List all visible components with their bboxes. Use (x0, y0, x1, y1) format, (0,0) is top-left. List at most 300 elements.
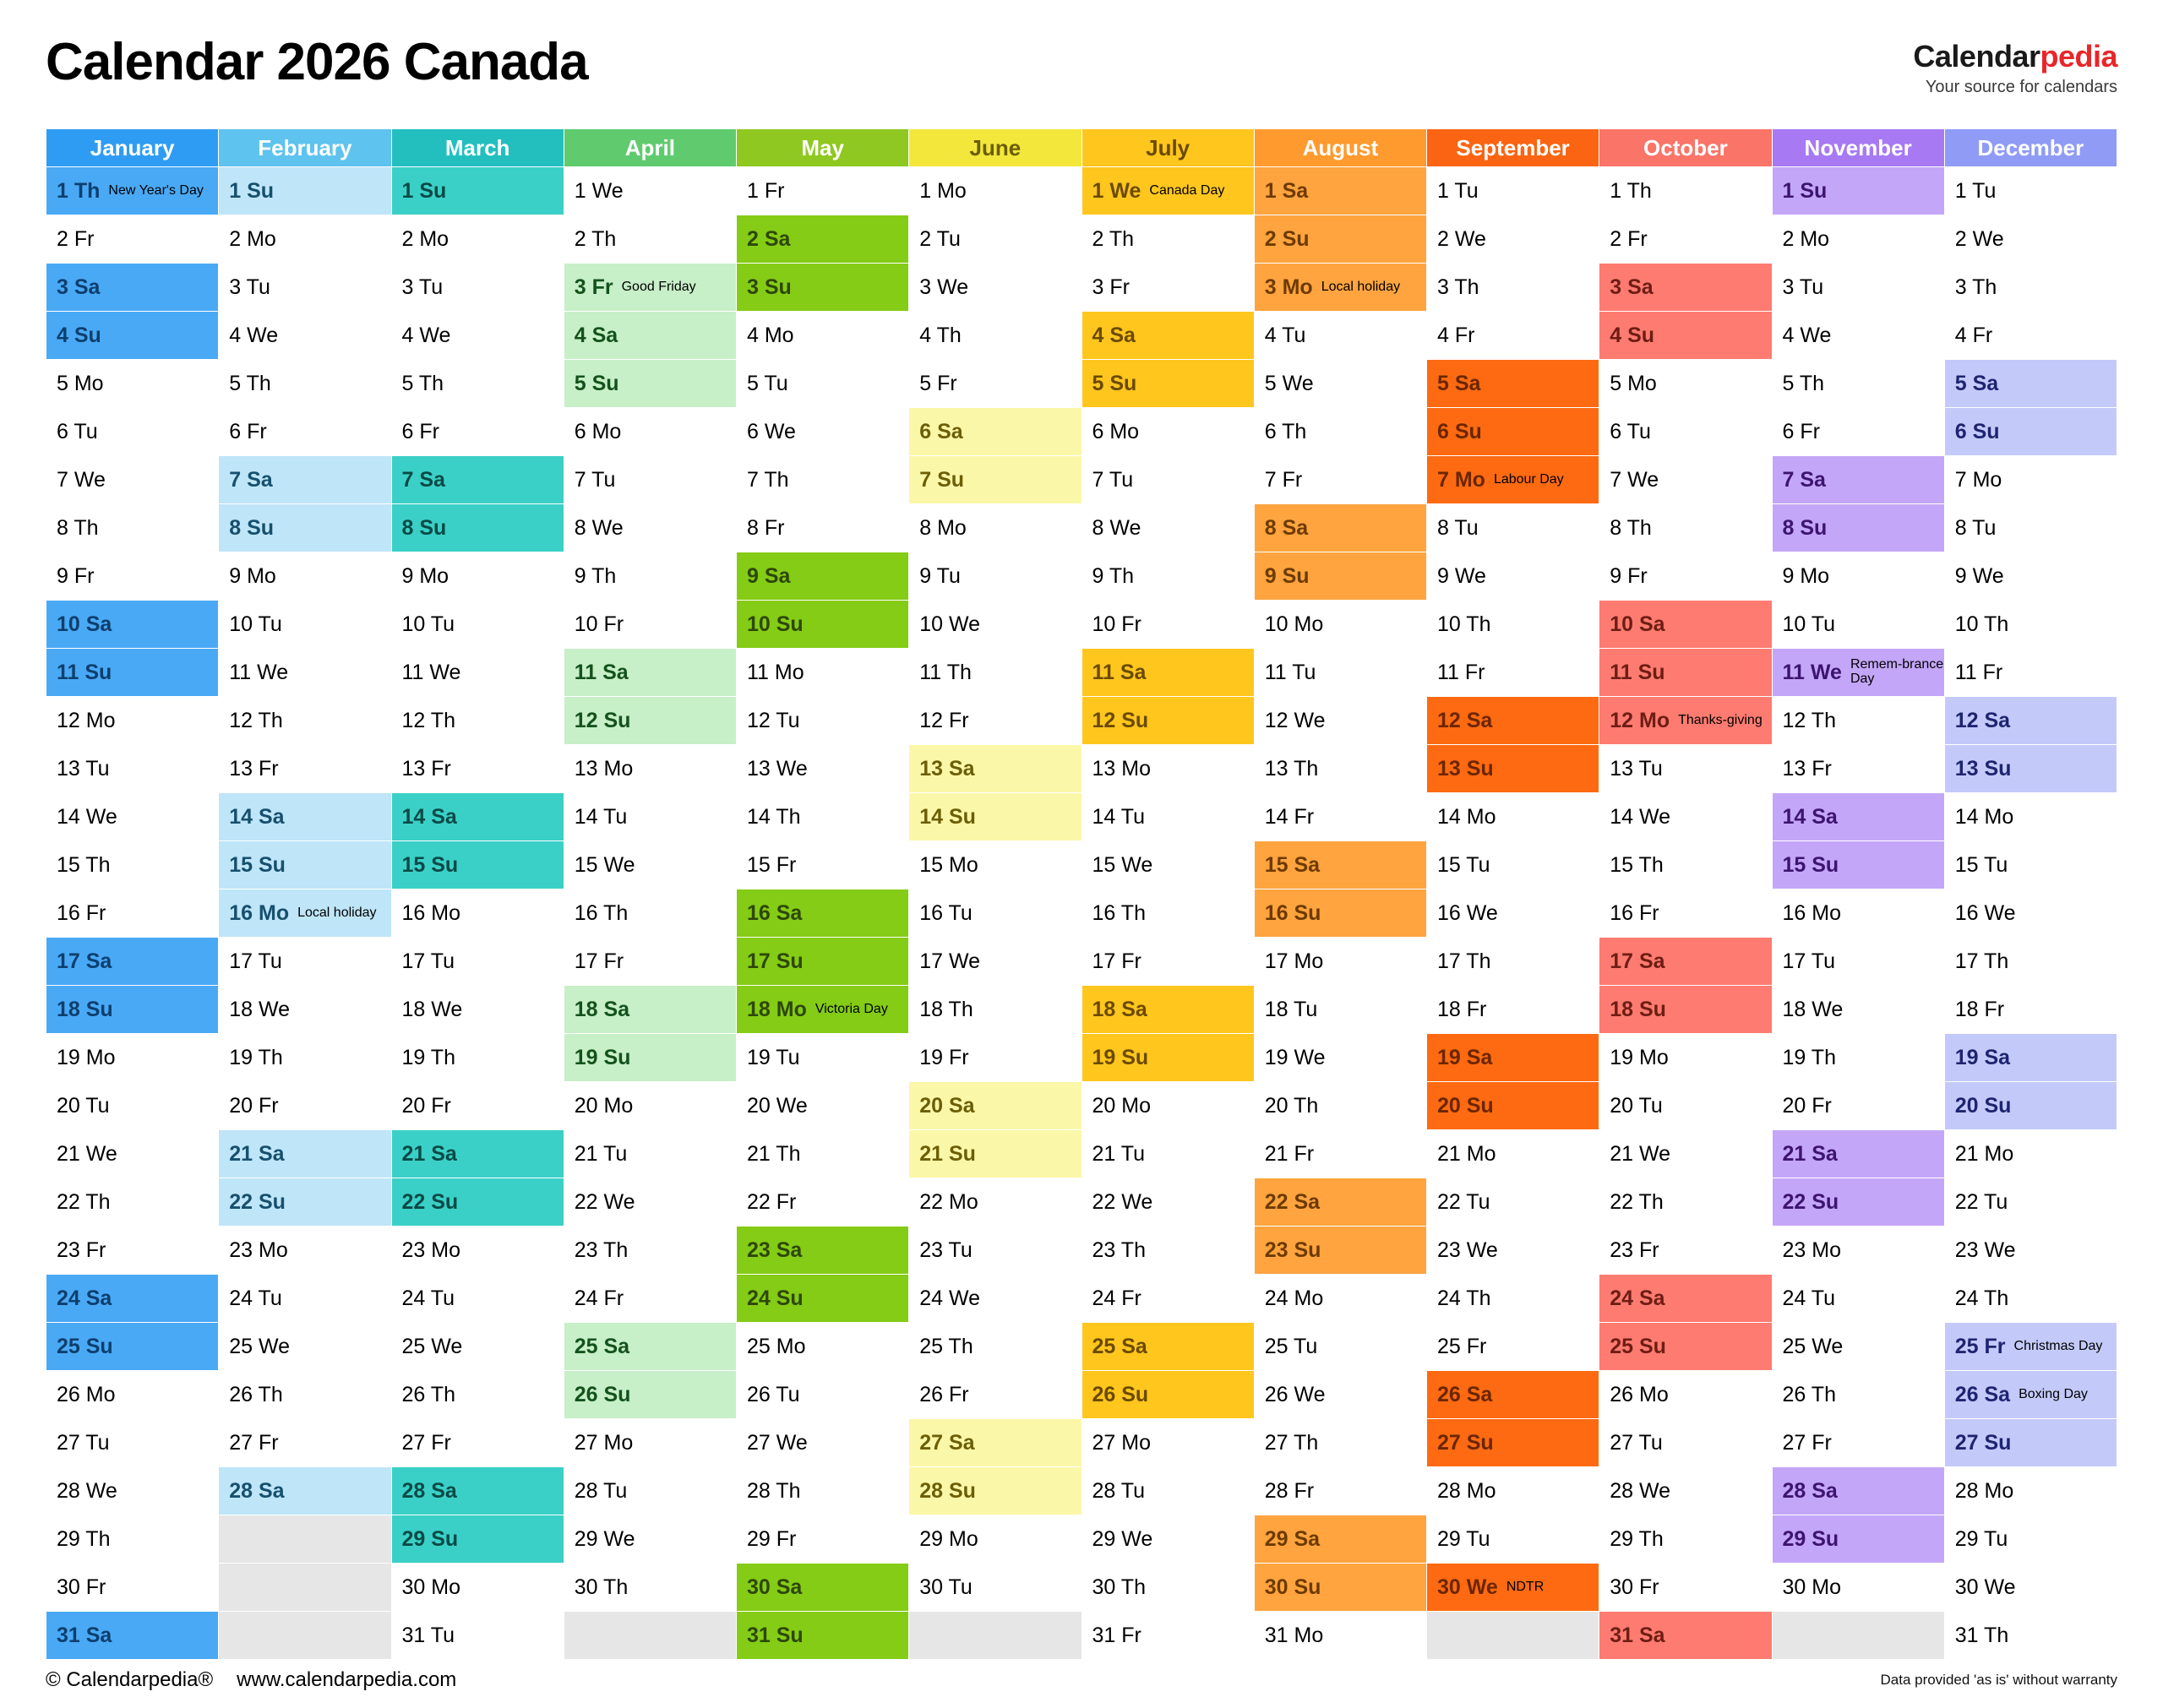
day-cell[interactable] (1254, 1564, 1426, 1612)
day-cell[interactable] (219, 649, 391, 697)
day-cell[interactable] (1082, 1082, 1254, 1130)
day-cell[interactable] (909, 360, 1082, 408)
day-cell[interactable] (391, 1323, 564, 1371)
day-cell[interactable] (391, 938, 564, 986)
day-cell[interactable] (564, 1082, 736, 1130)
day-cell[interactable] (1082, 745, 1254, 793)
day-cell[interactable] (737, 1227, 909, 1275)
day-cell[interactable] (391, 1275, 564, 1323)
day-cell[interactable] (1772, 1034, 1944, 1082)
day-cell[interactable] (564, 1515, 736, 1564)
day-cell[interactable] (1772, 1419, 1944, 1467)
day-cell[interactable] (909, 1275, 1082, 1323)
day-cell[interactable] (1427, 1034, 1599, 1082)
day-cell[interactable] (219, 1034, 391, 1082)
day-cell[interactable] (1427, 1564, 1599, 1612)
day-cell[interactable] (564, 312, 736, 360)
day-cell[interactable] (1772, 504, 1944, 552)
day-cell[interactable] (1599, 745, 1772, 793)
day-cell[interactable] (1082, 841, 1254, 889)
day-cell[interactable] (737, 552, 909, 601)
day-cell[interactable] (1944, 1227, 2117, 1275)
day-cell[interactable] (391, 745, 564, 793)
day-cell[interactable] (391, 552, 564, 601)
day-cell[interactable] (564, 1034, 736, 1082)
day-cell[interactable] (564, 264, 736, 312)
day-cell[interactable] (1082, 1130, 1254, 1178)
day-cell[interactable] (564, 649, 736, 697)
day-cell[interactable] (1944, 1371, 2117, 1419)
day-cell[interactable] (391, 312, 564, 360)
day-cell[interactable] (219, 889, 391, 938)
day-cell[interactable] (46, 745, 219, 793)
day-cell[interactable] (46, 1178, 219, 1227)
day-cell[interactable] (1082, 1612, 1254, 1660)
day-cell[interactable] (737, 504, 909, 552)
day-cell[interactable] (909, 986, 1082, 1034)
day-cell[interactable] (909, 264, 1082, 312)
day-cell[interactable] (46, 1082, 219, 1130)
day-cell[interactable] (391, 889, 564, 938)
day-cell[interactable] (1599, 1275, 1772, 1323)
day-cell[interactable] (1944, 1467, 2117, 1515)
day-cell[interactable] (391, 1515, 564, 1564)
day-cell[interactable] (1427, 552, 1599, 601)
day-cell[interactable] (1254, 745, 1426, 793)
day-cell[interactable] (737, 1323, 909, 1371)
day-cell[interactable] (1772, 1275, 1944, 1323)
day-cell[interactable] (46, 649, 219, 697)
day-cell[interactable] (737, 938, 909, 986)
day-cell[interactable] (1599, 552, 1772, 601)
day-cell[interactable] (564, 889, 736, 938)
day-cell[interactable] (1772, 264, 1944, 312)
day-cell[interactable] (909, 649, 1082, 697)
day-cell[interactable] (1082, 649, 1254, 697)
day-cell[interactable] (1944, 649, 2117, 697)
day-cell[interactable] (1599, 1371, 1772, 1419)
day-cell[interactable] (46, 552, 219, 601)
day-cell[interactable] (564, 1467, 736, 1515)
day-cell[interactable] (1082, 504, 1254, 552)
day-cell[interactable] (1944, 697, 2117, 745)
day-cell[interactable] (46, 312, 219, 360)
day-cell[interactable] (909, 504, 1082, 552)
day-cell[interactable] (1082, 167, 1254, 215)
day-cell[interactable] (1599, 167, 1772, 215)
day-cell[interactable] (1772, 986, 1944, 1034)
day-cell[interactable] (1944, 1034, 2117, 1082)
day-cell[interactable] (1427, 601, 1599, 649)
day-cell[interactable] (1082, 1323, 1254, 1371)
day-cell[interactable] (46, 601, 219, 649)
day-cell[interactable] (737, 1082, 909, 1130)
day-cell[interactable] (391, 1227, 564, 1275)
day-cell[interactable] (1944, 408, 2117, 456)
day-cell[interactable] (1944, 504, 2117, 552)
day-cell[interactable] (1082, 1034, 1254, 1082)
day-cell[interactable] (1944, 1178, 2117, 1227)
day-cell[interactable] (564, 1371, 736, 1419)
day-cell[interactable] (219, 1371, 391, 1419)
day-cell[interactable] (909, 793, 1082, 841)
day-cell[interactable] (737, 1515, 909, 1564)
day-cell[interactable] (219, 841, 391, 889)
day-cell[interactable] (1599, 938, 1772, 986)
day-cell[interactable] (1944, 215, 2117, 264)
day-cell[interactable] (1082, 889, 1254, 938)
day-cell[interactable] (1772, 1371, 1944, 1419)
day-cell[interactable] (46, 456, 219, 504)
day-cell[interactable] (219, 408, 391, 456)
day-cell[interactable] (564, 697, 736, 745)
day-cell[interactable] (1254, 1227, 1426, 1275)
day-cell[interactable] (1254, 938, 1426, 986)
day-cell[interactable] (46, 264, 219, 312)
day-cell[interactable] (391, 504, 564, 552)
day-cell[interactable] (909, 215, 1082, 264)
day-cell[interactable] (1772, 1178, 1944, 1227)
day-cell[interactable] (46, 1275, 219, 1323)
day-cell[interactable] (1082, 938, 1254, 986)
day-cell[interactable] (1944, 1323, 2117, 1371)
day-cell[interactable] (1772, 312, 1944, 360)
day-cell[interactable] (1944, 601, 2117, 649)
day-cell[interactable] (1427, 1178, 1599, 1227)
day-cell[interactable] (219, 215, 391, 264)
day-cell[interactable] (1254, 1371, 1426, 1419)
day-cell[interactable] (391, 360, 564, 408)
day-cell[interactable] (1254, 312, 1426, 360)
day-cell[interactable] (1427, 938, 1599, 986)
day-cell[interactable] (1599, 649, 1772, 697)
day-cell[interactable] (909, 167, 1082, 215)
day-cell[interactable] (1944, 456, 2117, 504)
day-cell[interactable] (219, 1178, 391, 1227)
day-cell[interactable] (1427, 1467, 1599, 1515)
day-cell[interactable] (1254, 360, 1426, 408)
day-cell[interactable] (1082, 456, 1254, 504)
day-cell[interactable] (737, 215, 909, 264)
day-cell[interactable] (737, 1419, 909, 1467)
day-cell[interactable] (737, 986, 909, 1034)
day-cell[interactable] (391, 167, 564, 215)
day-cell[interactable] (1772, 1130, 1944, 1178)
day-cell[interactable] (1599, 1034, 1772, 1082)
day-cell[interactable] (1772, 1227, 1944, 1275)
day-cell[interactable] (46, 1130, 219, 1178)
day-cell[interactable] (564, 1419, 736, 1467)
day-cell[interactable] (564, 1323, 736, 1371)
day-cell[interactable] (737, 745, 909, 793)
day-cell[interactable] (1254, 601, 1426, 649)
day-cell[interactable] (1254, 1419, 1426, 1467)
day-cell[interactable] (909, 1419, 1082, 1467)
day-cell[interactable] (1772, 938, 1944, 986)
day-cell[interactable] (391, 1371, 564, 1419)
day-cell[interactable] (1944, 745, 2117, 793)
day-cell[interactable] (909, 601, 1082, 649)
day-cell[interactable] (1599, 793, 1772, 841)
day-cell[interactable] (1427, 1371, 1599, 1419)
day-cell[interactable] (1599, 215, 1772, 264)
day-cell[interactable] (564, 1564, 736, 1612)
day-cell[interactable] (46, 1564, 219, 1612)
day-cell[interactable] (1427, 264, 1599, 312)
day-cell[interactable] (391, 649, 564, 697)
day-cell[interactable] (737, 312, 909, 360)
day-cell[interactable] (1944, 264, 2117, 312)
day-cell[interactable] (1427, 312, 1599, 360)
day-cell[interactable] (219, 938, 391, 986)
day-cell[interactable] (1772, 841, 1944, 889)
day-cell[interactable] (1254, 1323, 1426, 1371)
day-cell[interactable] (737, 1371, 909, 1419)
day-cell[interactable] (1599, 841, 1772, 889)
day-cell[interactable] (1427, 504, 1599, 552)
day-cell[interactable] (737, 408, 909, 456)
day-cell[interactable] (391, 1467, 564, 1515)
day-cell[interactable] (737, 1130, 909, 1178)
day-cell[interactable] (909, 1515, 1082, 1564)
day-cell[interactable] (219, 697, 391, 745)
day-cell[interactable] (391, 1034, 564, 1082)
day-cell[interactable] (46, 938, 219, 986)
day-cell[interactable] (46, 504, 219, 552)
day-cell[interactable] (737, 1034, 909, 1082)
day-cell[interactable] (1082, 1564, 1254, 1612)
day-cell[interactable] (1599, 1082, 1772, 1130)
day-cell[interactable] (1082, 1515, 1254, 1564)
day-cell[interactable] (219, 312, 391, 360)
day-cell[interactable] (391, 697, 564, 745)
day-cell[interactable] (1772, 1082, 1944, 1130)
day-cell[interactable] (737, 1564, 909, 1612)
day-cell[interactable] (1254, 1130, 1426, 1178)
day-cell[interactable] (1254, 456, 1426, 504)
day-cell[interactable] (1254, 1467, 1426, 1515)
day-cell[interactable] (1427, 215, 1599, 264)
day-cell[interactable] (1254, 1082, 1426, 1130)
day-cell[interactable] (1082, 264, 1254, 312)
day-cell[interactable] (564, 793, 736, 841)
day-cell[interactable] (564, 360, 736, 408)
day-cell[interactable] (1082, 1467, 1254, 1515)
day-cell[interactable] (219, 504, 391, 552)
day-cell[interactable] (1772, 456, 1944, 504)
day-cell[interactable] (219, 1275, 391, 1323)
day-cell[interactable] (564, 601, 736, 649)
day-cell[interactable] (1427, 745, 1599, 793)
day-cell[interactable] (909, 889, 1082, 938)
day-cell[interactable] (1599, 986, 1772, 1034)
day-cell[interactable] (1427, 1082, 1599, 1130)
day-cell[interactable] (1254, 408, 1426, 456)
day-cell[interactable] (737, 889, 909, 938)
day-cell[interactable] (1599, 312, 1772, 360)
day-cell[interactable] (1254, 1515, 1426, 1564)
day-cell[interactable] (1944, 793, 2117, 841)
day-cell[interactable] (391, 456, 564, 504)
day-cell[interactable] (1599, 1130, 1772, 1178)
day-cell[interactable] (564, 841, 736, 889)
day-cell[interactable] (1944, 986, 2117, 1034)
day-cell[interactable] (1082, 215, 1254, 264)
day-cell[interactable] (909, 1227, 1082, 1275)
day-cell[interactable] (737, 167, 909, 215)
day-cell[interactable] (1082, 601, 1254, 649)
day-cell[interactable] (1254, 793, 1426, 841)
day-cell[interactable] (737, 360, 909, 408)
day-cell[interactable] (46, 1034, 219, 1082)
day-cell[interactable] (1944, 552, 2117, 601)
day-cell[interactable] (564, 456, 736, 504)
day-cell[interactable] (737, 1612, 909, 1660)
day-cell[interactable] (1599, 1178, 1772, 1227)
day-cell[interactable] (1082, 360, 1254, 408)
day-cell[interactable] (564, 1130, 736, 1178)
day-cell[interactable] (1082, 697, 1254, 745)
day-cell[interactable] (1772, 1564, 1944, 1612)
day-cell[interactable] (1254, 215, 1426, 264)
day-cell[interactable] (1599, 1612, 1772, 1660)
day-cell[interactable] (1944, 889, 2117, 938)
day-cell[interactable] (1427, 697, 1599, 745)
day-cell[interactable] (909, 1178, 1082, 1227)
day-cell[interactable] (909, 408, 1082, 456)
day-cell[interactable] (909, 552, 1082, 601)
day-cell[interactable] (564, 504, 736, 552)
day-cell[interactable] (1599, 697, 1772, 745)
day-cell[interactable] (1599, 1419, 1772, 1467)
day-cell[interactable] (1427, 1323, 1599, 1371)
day-cell[interactable] (1427, 1275, 1599, 1323)
day-cell[interactable] (46, 1323, 219, 1371)
day-cell[interactable] (909, 1323, 1082, 1371)
day-cell[interactable] (391, 601, 564, 649)
day-cell[interactable] (564, 1275, 736, 1323)
day-cell[interactable] (909, 841, 1082, 889)
day-cell[interactable] (1427, 841, 1599, 889)
day-cell[interactable] (1254, 552, 1426, 601)
day-cell[interactable] (1082, 408, 1254, 456)
day-cell[interactable] (219, 1227, 391, 1275)
day-cell[interactable] (737, 1178, 909, 1227)
day-cell[interactable] (1254, 889, 1426, 938)
day-cell[interactable] (46, 793, 219, 841)
day-cell[interactable] (1427, 986, 1599, 1034)
day-cell[interactable] (1254, 841, 1426, 889)
day-cell[interactable] (909, 1371, 1082, 1419)
day-cell[interactable] (909, 697, 1082, 745)
day-cell[interactable] (1599, 1323, 1772, 1371)
day-cell[interactable] (46, 1612, 219, 1660)
day-cell[interactable] (564, 552, 736, 601)
day-cell[interactable] (391, 1564, 564, 1612)
day-cell[interactable] (564, 408, 736, 456)
day-cell[interactable] (1944, 841, 2117, 889)
day-cell[interactable] (1772, 697, 1944, 745)
day-cell[interactable] (1082, 793, 1254, 841)
day-cell[interactable] (219, 1467, 391, 1515)
day-cell[interactable] (1082, 1419, 1254, 1467)
day-cell[interactable] (391, 264, 564, 312)
day-cell[interactable] (1254, 264, 1426, 312)
day-cell[interactable] (564, 167, 736, 215)
day-cell[interactable] (46, 841, 219, 889)
day-cell[interactable] (1254, 1275, 1426, 1323)
day-cell[interactable] (46, 408, 219, 456)
day-cell[interactable] (1427, 360, 1599, 408)
day-cell[interactable] (909, 1564, 1082, 1612)
day-cell[interactable] (1082, 1227, 1254, 1275)
day-cell[interactable] (1599, 1564, 1772, 1612)
day-cell[interactable] (1944, 938, 2117, 986)
day-cell[interactable] (46, 1515, 219, 1564)
day-cell[interactable] (1254, 1034, 1426, 1082)
day-cell[interactable] (737, 1275, 909, 1323)
day-cell[interactable] (1944, 360, 2117, 408)
day-cell[interactable] (1772, 408, 1944, 456)
day-cell[interactable] (1599, 889, 1772, 938)
day-cell[interactable] (1772, 889, 1944, 938)
day-cell[interactable] (1082, 1371, 1254, 1419)
day-cell[interactable] (1254, 986, 1426, 1034)
day-cell[interactable] (391, 986, 564, 1034)
day-cell[interactable] (219, 360, 391, 408)
day-cell[interactable] (1599, 264, 1772, 312)
day-cell[interactable] (1772, 360, 1944, 408)
day-cell[interactable] (1082, 312, 1254, 360)
day-cell[interactable] (1772, 215, 1944, 264)
day-cell[interactable] (46, 986, 219, 1034)
day-cell[interactable] (46, 167, 219, 215)
day-cell[interactable] (1082, 986, 1254, 1034)
day-cell[interactable] (564, 986, 736, 1034)
day-cell[interactable] (1944, 1419, 2117, 1467)
day-cell[interactable] (1772, 649, 1944, 697)
day-cell[interactable] (391, 1082, 564, 1130)
website-link[interactable]: www.calendarpedia.com (237, 1668, 457, 1691)
day-cell[interactable] (1599, 1467, 1772, 1515)
day-cell[interactable] (737, 841, 909, 889)
day-cell[interactable] (737, 697, 909, 745)
day-cell[interactable] (1944, 1275, 2117, 1323)
day-cell[interactable] (737, 793, 909, 841)
day-cell[interactable] (1599, 1515, 1772, 1564)
day-cell[interactable] (391, 1419, 564, 1467)
day-cell[interactable] (1772, 1515, 1944, 1564)
day-cell[interactable] (1599, 456, 1772, 504)
day-cell[interactable] (391, 841, 564, 889)
day-cell[interactable] (1944, 1130, 2117, 1178)
day-cell[interactable] (909, 1467, 1082, 1515)
day-cell[interactable] (219, 1419, 391, 1467)
day-cell[interactable] (1427, 793, 1599, 841)
day-cell[interactable] (219, 745, 391, 793)
day-cell[interactable] (564, 215, 736, 264)
day-cell[interactable] (737, 264, 909, 312)
day-cell[interactable] (219, 1130, 391, 1178)
day-cell[interactable] (1427, 1227, 1599, 1275)
day-cell[interactable] (219, 167, 391, 215)
day-cell[interactable] (46, 1467, 219, 1515)
day-cell[interactable] (909, 456, 1082, 504)
day-cell[interactable] (737, 649, 909, 697)
day-cell[interactable] (219, 793, 391, 841)
day-cell[interactable] (737, 601, 909, 649)
day-cell[interactable] (1254, 1178, 1426, 1227)
